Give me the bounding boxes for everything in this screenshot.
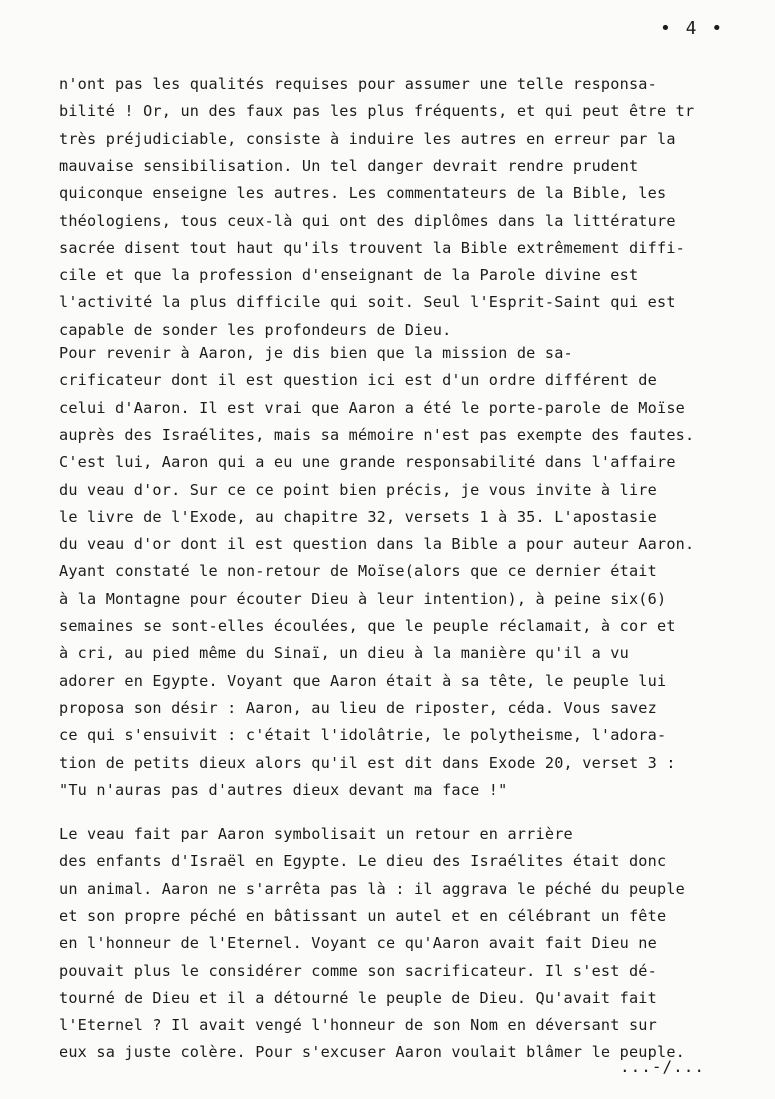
text-line: théologiens, tous ceux-là qui ont des diplômes dans la littérature: [59, 211, 676, 230]
text-line: capable de sonder les profondeurs de Dieu.: [59, 320, 452, 339]
text-line: Le veau fait par Aaron symbolisait un retour en arrière: [59, 825, 573, 843]
text-line: et son propre péché en bâtissant un autel et en célébrant un fête: [59, 906, 667, 925]
text-line: semaines se sont-elles écoulées, que le peuple réclamait, à cor et: [59, 617, 676, 635]
text-line: très préjudiciable, consiste à induire les autres en erreur par la: [59, 129, 676, 148]
text-line: sacrée disent tout haut qu'ils trouvent la Bible extrêmement diffi-: [59, 238, 686, 257]
text-line: Pour revenir à Aaron, je dis bien que la mission de sa-: [59, 344, 573, 362]
text-line: cile et que la profession d'enseignant de la Parole divine est: [59, 266, 639, 285]
text-line: un animal. Aaron ne s'arrêta pas là : il aggrava le péché du peuple: [59, 879, 686, 898]
text-line: bilité ! Or, un des faux pas les plus fréquents, et qui peut être tr: [59, 102, 695, 121]
text-line: n'ont pas les qualités requises pour assumer une telle responsa-: [59, 75, 657, 93]
text-line: en l'honneur de l'Eternel. Voyant ce qu'Aaron avait fait Dieu ne: [59, 934, 657, 953]
text-line: auprès des Israélites, mais sa mémoire n'est pas exempte des fautes.: [59, 425, 695, 444]
text-line: eux sa juste colère. Pour s'excuser Aaron voulait blâmer le peuple.: [59, 1043, 686, 1062]
text-line: C'est lui, Aaron qui a eu une grande responsabilité dans l'affaire: [59, 453, 676, 472]
text-line: proposa son désir : Aaron, au lieu de riposter, céda. Vous savez: [59, 698, 657, 717]
text-line: crificateur dont il est question ici est d'un ordre différent de: [59, 371, 657, 390]
text-line: du veau d'or dont il est question dans la Bible a pour auteur Aaron.: [59, 535, 695, 554]
continuation-marker: ...-/...: [620, 1057, 706, 1076]
text-line: celui d'Aaron. Il est vrai que Aaron a été le porte-parole de Moïse: [59, 398, 686, 417]
text-line: pouvait plus le considérer comme son sacrificateur. Il s'est dé-: [59, 961, 657, 980]
page-number: • 4 •: [660, 18, 725, 39]
text-line: le livre de l'Exode, au chapitre 32, versets 1 à 35. L'apostasie: [59, 507, 657, 526]
text-line: du veau d'or. Sur ce ce point bien précis, je vous invite à lire: [59, 480, 657, 499]
text-line: quiconque enseigne les autres. Les commentateurs de la Bible, les: [59, 184, 667, 203]
text-line: ce qui s'ensuivit : c'était l'idolâtrie, le polytheisme, l'adora-: [59, 726, 667, 745]
text-line: à cri, au pied même du Sinaï, un dieu à la manière qu'il a vu: [59, 644, 629, 663]
text-line: tourné de Dieu et il a détourné le peuple de Dieu. Qu'avait fait: [59, 988, 657, 1007]
text-line: l'activité la plus difficile qui soit. Seul l'Esprit-Saint qui est: [59, 293, 676, 312]
text-line: tion de petits dieux alors qu'il est dit dans Exode 20, verset 3 :: [59, 753, 676, 772]
text-line: adorer en Egypte. Voyant que Aaron était à sa tête, le peuple lui: [59, 671, 667, 690]
text-line: des enfants d'Israël en Egypte. Le dieu des Israélites était donc: [59, 852, 667, 871]
text-line: "Tu n'auras pas d'autres dieux devant ma face !": [59, 780, 508, 799]
text-line: à la Montagne pour écouter Dieu à leur intention), à peine six(6): [59, 589, 667, 608]
text-line: l'Eternel ? Il avait vengé l'honneur de son Nom en déversant sur: [59, 1016, 657, 1035]
text-line: Ayant constaté le non-retour de Moïse(alors que ce dernier était: [59, 562, 657, 581]
text-line: mauvaise sensibilisation. Un tel danger devrait rendre prudent: [59, 156, 639, 175]
